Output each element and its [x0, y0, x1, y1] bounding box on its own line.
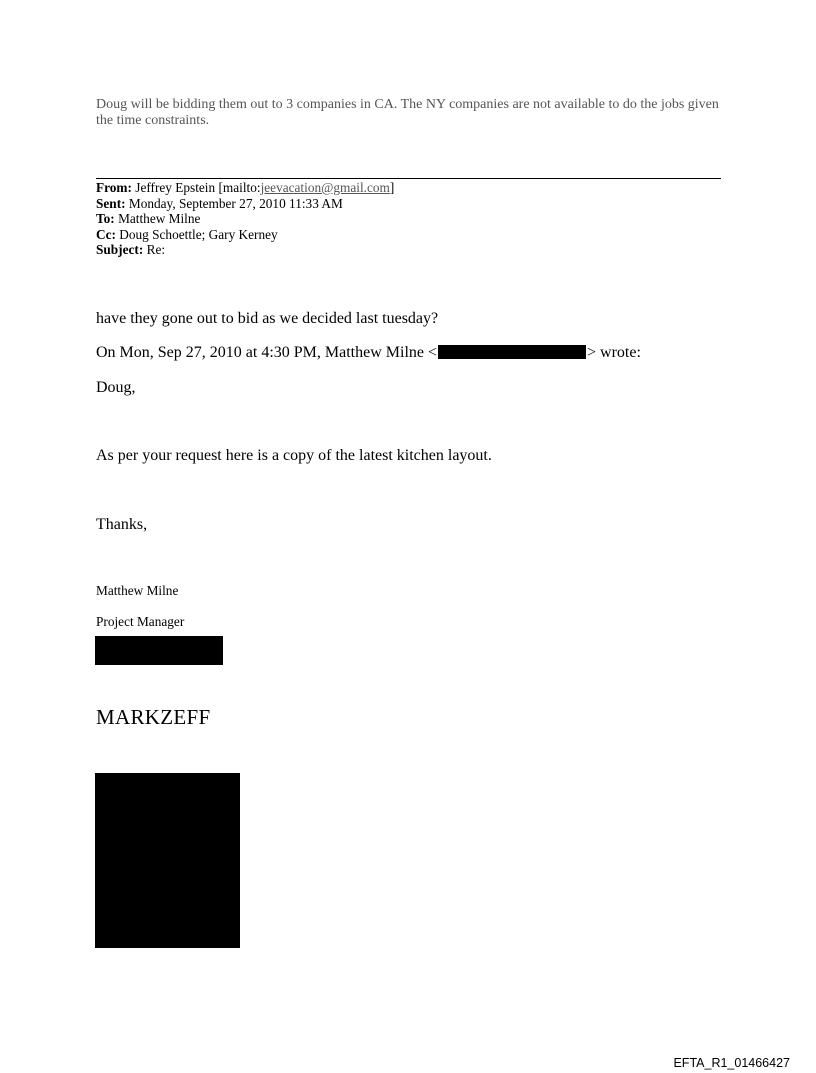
greeting: Doug,: [96, 379, 136, 396]
intro-paragraph: Doug will be bidding them out to 3 companies in CA. The NY companies are not available to do the jobs given the time constraints.: [96, 97, 719, 128]
quote-suffix: > wrote:: [587, 344, 641, 361]
email-header: [96, 180, 394, 258]
redaction-block: [95, 773, 240, 948]
from-label: From:: [96, 180, 132, 195]
redaction-block: [95, 636, 223, 665]
header-divider: [96, 178, 721, 179]
cc-value: Doug Schoettle; Gary Kerney: [119, 226, 278, 242]
sent-value: Monday, September 27, 2010 11:33 AM: [128, 195, 343, 211]
closing: Thanks,: [96, 516, 148, 533]
question-line: have they gone out to bid as we decided last tuesday?: [96, 310, 439, 327]
message-body: As per your request here is a copy of the latest kitchen layout.: [96, 447, 492, 464]
subject-value: Re:: [146, 242, 166, 257]
from-email-link[interactable]: jeevacation@gmail.com: [260, 180, 390, 195]
company-name: MARKZEFF: [96, 705, 211, 729]
sent-label: Sent:: [96, 195, 126, 211]
quote-attribution: [96, 343, 641, 363]
to-label: To:: [96, 211, 115, 226]
cc-label: Cc:: [96, 226, 116, 242]
to-value: Matthew Milne: [118, 211, 201, 226]
quote-prefix: On Mon, Sep 27, 2010 at 4:30 PM, Matthew Milne <: [96, 344, 438, 361]
from-name: Jeffrey Epstein [mailto:: [135, 180, 261, 195]
from-row: [96, 180, 394, 196]
sent-row: [96, 196, 394, 212]
redacted-email: [438, 345, 586, 359]
to-row: [96, 211, 394, 227]
subject-row: [96, 242, 394, 258]
subject-label: Subject:: [96, 242, 144, 257]
signature-name: Matthew Milne: [96, 583, 179, 598]
bates-number: EFTA_R1_01466427: [673, 1056, 790, 1070]
signature-title: Project Manager: [96, 614, 185, 629]
cc-row: [96, 227, 394, 243]
from-close: ]: [389, 180, 395, 195]
